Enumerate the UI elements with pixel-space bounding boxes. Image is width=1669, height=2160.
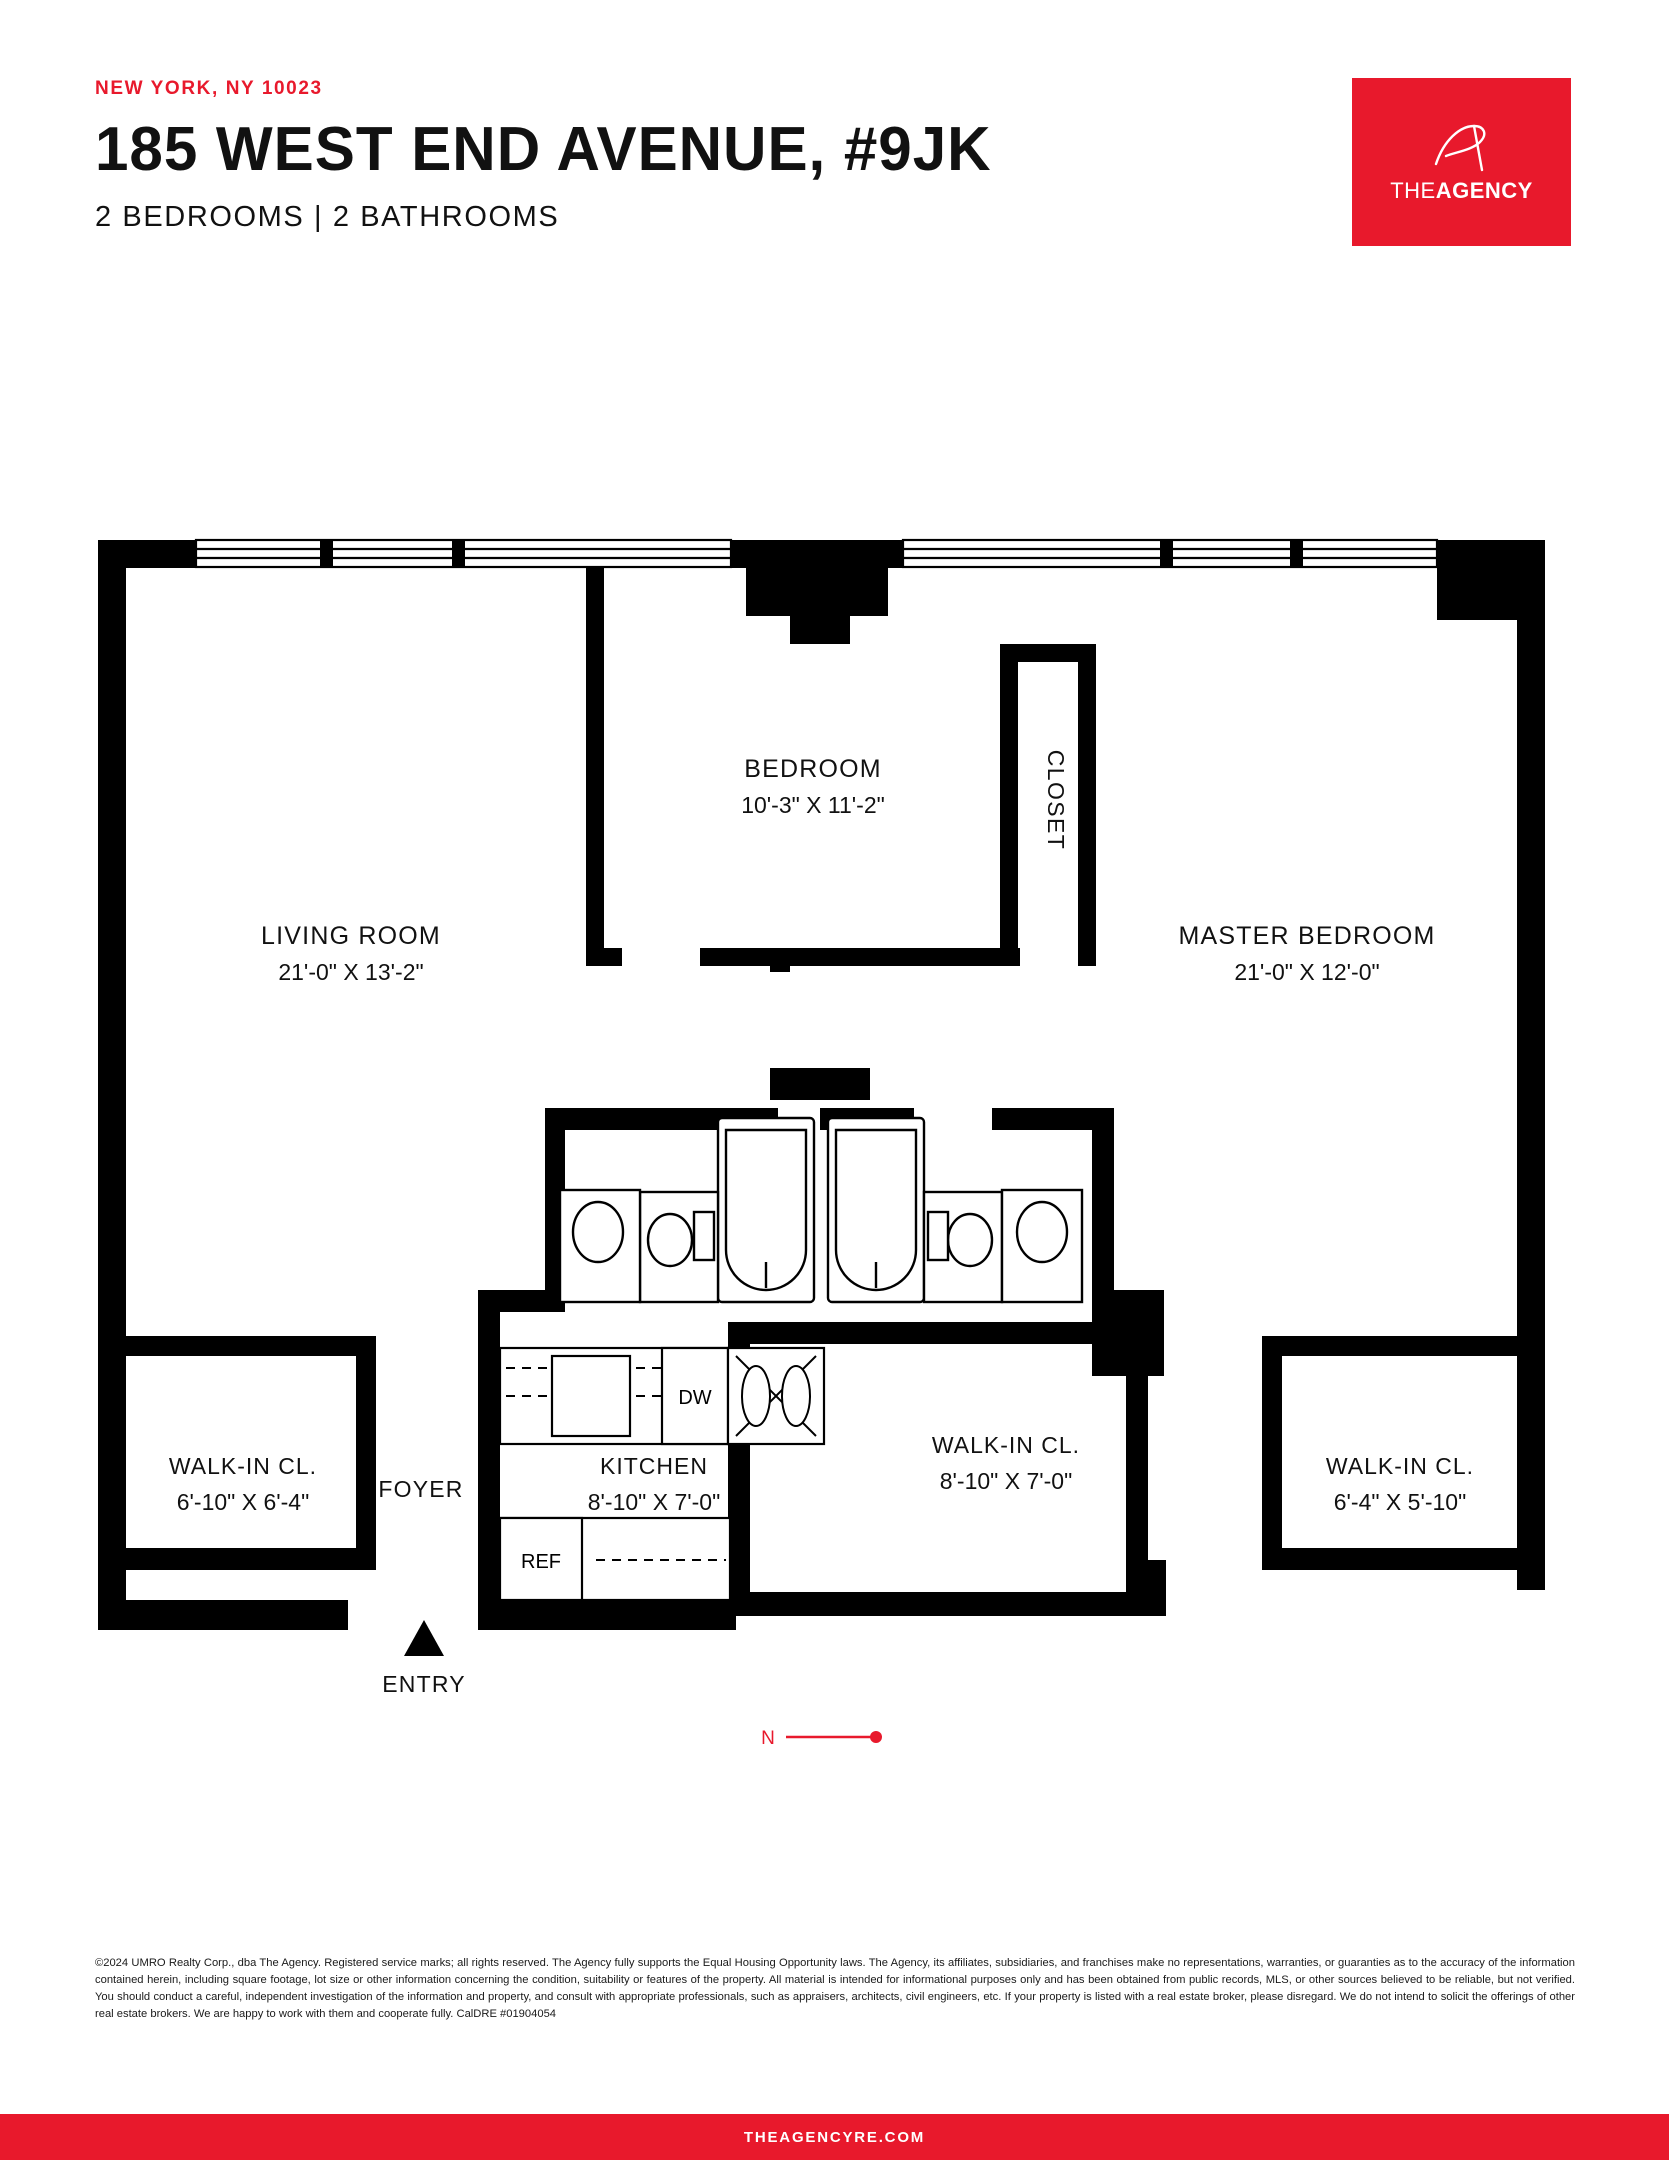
legal-disclaimer: ©2024 UMRO Realty Corp., dba The Agency. Registered service marks; all rights reserved. The Agency fully supports the Equal Housing Opportunity laws. The Agency, its affiliates, subsidiaries, and franchises make no representations, warranties, or guaranties as to the accuracy of the information contained herein, including square footage, lot size or other information concerning the condition, suitability or features of the property. All material is intended for informational purposes only and has been obtained from public records, MLS, or other sources believed to be reliable, but not verified. You should conduct a careful, independent investigation of the information and property, and consult with appropriate professionals, such as appraisers, architects, civil engineers, etc. If your property is listed with a real estate broker, please disregard. We do not intend to solicit the offerings of other real estate brokers. We are happy to work with them and cooperate fully. CalDRE #01904054 xyxy=(95,1957,1575,2021)
room-label-bedroom: BEDROOM xyxy=(744,755,882,783)
appliance-label-ref: REF xyxy=(521,1551,561,1573)
room-label-closet: CLOSET xyxy=(1043,749,1069,851)
room-dims-master-bedroom: 21'-0" X 12'-0" xyxy=(1234,959,1380,985)
bathroom-right-fixtures xyxy=(828,1118,1082,1302)
room-label-walk-in-closet-center: WALK-IN CL. xyxy=(931,1432,1081,1458)
compass-north-indicator xyxy=(761,1728,882,1749)
room-dims-kitchen: 8'-10" X 7'-0" xyxy=(587,1489,721,1515)
room-dims-bedroom: 10'-3" X 11'-2" xyxy=(741,792,885,818)
room-dims-walk-in-closet-left: 6'-10" X 6'-4" xyxy=(176,1489,310,1515)
logo-agency: AGENCY xyxy=(1435,178,1533,203)
city-state-zip: NEW YORK, NY 10023 xyxy=(95,78,323,99)
footer-website-url[interactable]: THEAGENCYRE.COM xyxy=(743,2128,926,2146)
room-label-walk-in-closet-left: WALK-IN CL. xyxy=(168,1453,318,1479)
page-title: 185 WEST END AVENUE, #9JK xyxy=(95,115,992,184)
compass-label: N xyxy=(761,1728,775,1749)
room-dims-living-room: 21'-0" X 13'-2" xyxy=(278,959,424,985)
room-dims-walk-in-closet-right: 6'-4" X 5'-10" xyxy=(1333,1489,1467,1515)
room-label-living-room: LIVING ROOM xyxy=(261,922,441,950)
entry-label: ENTRY xyxy=(382,1671,466,1697)
entry-marker xyxy=(382,1620,466,1697)
room-label-master-bedroom: MASTER BEDROOM xyxy=(1178,922,1436,950)
bathroom-left-fixtures xyxy=(560,1118,814,1302)
room-dims-walk-in-closet-center: 8'-10" X 7'-0" xyxy=(939,1468,1073,1494)
logo-the: THE xyxy=(1390,178,1436,203)
footer-bar xyxy=(0,2114,1669,2160)
room-label-foyer: FOYER xyxy=(378,1476,464,1502)
room-label-kitchen: KITCHEN xyxy=(600,1453,708,1479)
beds-baths-summary: 2 BEDROOMS | 2 BATHROOMS xyxy=(95,201,560,234)
room-label-walk-in-closet-right: WALK-IN CL. xyxy=(1325,1453,1475,1479)
appliance-label-dw: DW xyxy=(678,1387,712,1409)
